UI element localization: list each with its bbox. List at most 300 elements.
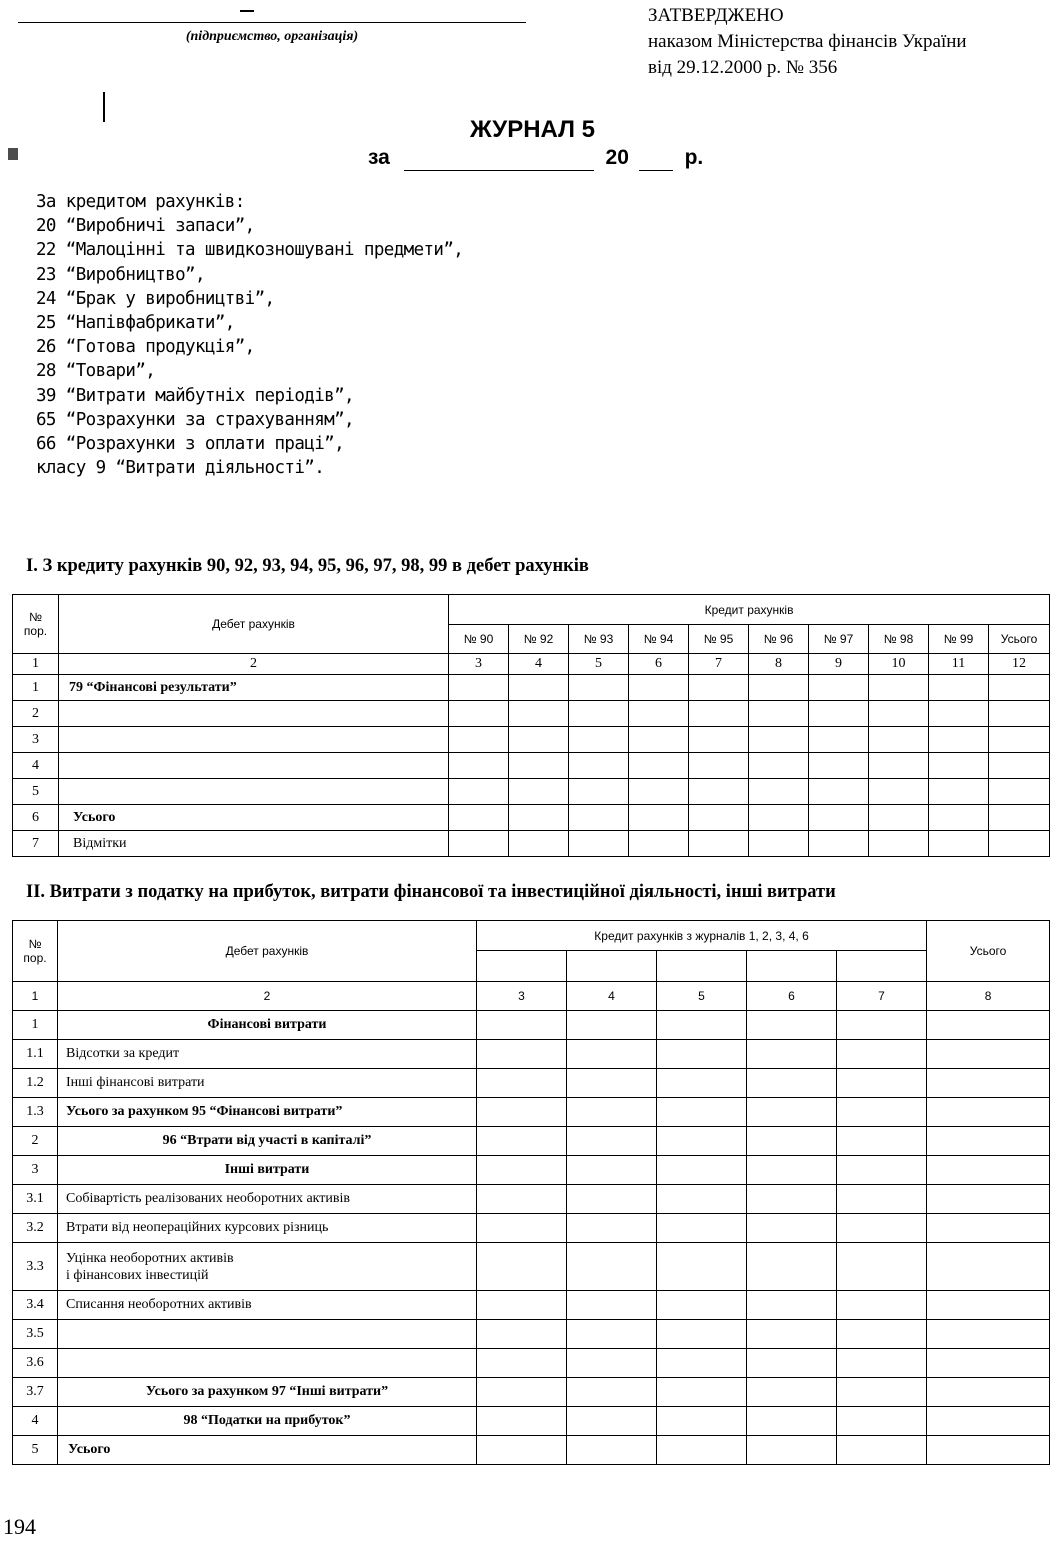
col-header-no: № пор. [13,595,59,654]
table-row [13,1378,1050,1407]
journal-title: ЖУРНАЛ 5 [469,116,596,143]
row-label: Інші фінансові витрати [58,1069,477,1098]
entry-cell[interactable] [837,1349,927,1378]
entry-cell[interactable] [747,1185,837,1214]
table-row [13,831,1050,857]
entry-cell[interactable] [477,1098,567,1127]
entry-cell[interactable] [477,1320,567,1349]
entry-cell[interactable] [837,1069,927,1098]
entry-cell[interactable] [567,1378,657,1407]
col-header-total: Усього [989,625,1050,654]
period-prefix: за [368,146,390,169]
entry-cell[interactable] [689,753,749,779]
entry-cell[interactable] [809,727,869,753]
table-row [13,1127,1050,1156]
entry-cell[interactable] [837,1436,927,1465]
entry-cell[interactable] [477,1349,567,1378]
column-number: 8 [927,982,1050,1011]
column-number: 2 [59,654,449,675]
table-row [13,1098,1050,1127]
entry-cell[interactable] [657,1127,747,1156]
entry-cell[interactable] [657,1243,747,1291]
entry-cell[interactable] [749,753,809,779]
col-header-credit: Кредит рахунків з журналів 1, 2, 3, 4, 6 [477,921,927,951]
credit-intro-line: За кредитом рахунків: [36,192,245,212]
entry-cell[interactable] [837,1185,927,1214]
entry-cell[interactable] [869,727,929,753]
row-label[interactable] [59,753,449,779]
entry-cell[interactable] [567,1320,657,1349]
entry-cell[interactable] [837,1407,927,1436]
row-label [58,1243,477,1291]
entry-cell[interactable] [927,1243,1050,1291]
row-number: 3.3 [13,1243,58,1291]
entry-cell[interactable] [927,1040,1050,1069]
entry-cell[interactable] [989,805,1050,831]
column-number: 10 [869,654,929,675]
row-label-notes: Відмітки [59,831,449,857]
row-label-line: і фінансових інвестицій [66,1267,209,1283]
table-row [13,1291,1050,1320]
table-row [13,779,1050,805]
entry-cell[interactable] [747,1436,837,1465]
period-month-blank[interactable] [404,146,594,171]
entry-cell[interactable] [837,1040,927,1069]
col-header-account: № 96 [749,625,809,654]
entry-cell[interactable] [629,701,689,727]
entry-cell[interactable] [809,805,869,831]
entry-cell[interactable] [567,1291,657,1320]
entry-cell[interactable] [809,675,869,701]
entry-cell[interactable] [749,675,809,701]
row-label[interactable] [59,779,449,805]
entry-cell[interactable] [509,727,569,753]
entry-cell[interactable] [927,1349,1050,1378]
table-row [13,675,1050,701]
entry-cell[interactable] [927,1156,1050,1185]
entry-cell[interactable] [989,675,1050,701]
table-row [13,753,1050,779]
entry-cell[interactable] [657,1436,747,1465]
entry-cell[interactable] [477,1069,567,1098]
table-row [13,701,1050,727]
entry-cell[interactable] [747,1156,837,1185]
col-header-account: № 90 [449,625,509,654]
entry-cell[interactable] [749,805,809,831]
col-header-debit: Дебет рахунків [58,921,477,982]
entry-cell[interactable] [567,1243,657,1291]
entry-cell[interactable] [869,753,929,779]
entry-cell[interactable] [477,1185,567,1214]
entry-cell[interactable] [869,779,929,805]
entry-cell[interactable] [449,805,509,831]
row-number: 3.7 [13,1378,58,1407]
entry-cell[interactable] [567,1407,657,1436]
credit-intro-line: 65 “Розрахунки за страхуванням”, [36,409,354,430]
entry-cell[interactable] [657,1349,747,1378]
row-number: 4 [13,1407,58,1436]
section-1-title: І. З кредиту рахунків 90, 92, 93, 94, 95, 96, 97, 98, 99 в дебет рахунків [26,556,589,576]
credit-intro-line: класу 9 “Витрати діяльності”. [36,458,325,479]
row-label-total: Усього [58,1436,477,1465]
entry-cell[interactable] [989,727,1050,753]
entry-cell[interactable] [569,805,629,831]
entry-cell[interactable] [477,1156,567,1185]
row-number: 3.2 [13,1214,58,1243]
col-header-account: № 95 [689,625,749,654]
table-row [13,805,1050,831]
entry-cell[interactable] [869,831,929,857]
col-header-account: № 97 [809,625,869,654]
entry-cell[interactable] [569,753,629,779]
entry-cell[interactable] [657,1378,747,1407]
entry-cell[interactable] [747,1407,837,1436]
col-header-credit: Кредит рахунків [449,595,1050,625]
section-2-table [12,920,1050,1465]
entry-cell[interactable] [927,1011,1050,1040]
entry-cell[interactable] [927,1291,1050,1320]
entry-cell[interactable] [809,701,869,727]
credit-subheader-cell[interactable] [657,951,747,982]
entry-cell[interactable] [809,831,869,857]
row-label: 96 “Втрати від участі в капіталі” [58,1127,477,1156]
entry-cell[interactable] [837,1378,927,1407]
entry-cell[interactable] [449,753,509,779]
credit-intro-line: 24 “Брак у виробництві”, [36,288,275,309]
entry-cell[interactable] [657,1185,747,1214]
entry-cell[interactable] [657,1040,747,1069]
row-label: Втрати від неопераційних курсових різниць [58,1214,477,1243]
entry-cell[interactable] [989,753,1050,779]
entry-cell[interactable] [747,1349,837,1378]
entry-cell[interactable] [747,1040,837,1069]
row-number: 3.1 [13,1185,58,1214]
credit-intro-line: 66 “Розрахунки з оплати праці”, [36,434,345,455]
table-row [13,1011,1050,1040]
entry-cell[interactable] [509,753,569,779]
enterprise-name-line [18,22,526,23]
entry-cell[interactable] [477,1378,567,1407]
period-year-prefix: 20 [605,146,629,169]
entry-cell[interactable] [929,779,989,805]
column-number: 5 [569,654,629,675]
table-row [13,1040,1050,1069]
table-row [13,1436,1050,1465]
credit-subheader-cell[interactable] [837,951,927,982]
entry-cell[interactable] [567,1098,657,1127]
credit-subheader-cell[interactable] [747,951,837,982]
col-header-account: № 99 [929,625,989,654]
col-header-account: № 94 [629,625,689,654]
column-number: 7 [837,982,927,1011]
entry-cell[interactable] [657,1069,747,1098]
period-line [368,146,703,171]
credit-intro-line: 26 “Готова продукція”, [36,337,255,358]
entry-cell[interactable] [657,1011,747,1040]
entry-cell[interactable] [989,779,1050,805]
row-number: 2 [13,1127,58,1156]
entry-cell[interactable] [747,1214,837,1243]
credit-subheader-cell[interactable] [567,951,657,982]
row-label: Фінансові витрати [58,1011,477,1040]
entry-cell[interactable] [927,1378,1050,1407]
entry-cell[interactable] [689,727,749,753]
entry-cell[interactable] [747,1098,837,1127]
entry-cell[interactable] [929,727,989,753]
row-number: 2 [13,701,59,727]
entry-cell[interactable] [689,805,749,831]
table-row [13,1243,1050,1291]
entry-cell[interactable] [837,1320,927,1349]
entry-cell[interactable] [477,1214,567,1243]
col-header-debit: Дебет рахунків [59,595,449,654]
row-label[interactable] [58,1320,477,1349]
entry-cell[interactable] [929,831,989,857]
row-number: 7 [13,831,59,857]
table-row [13,1156,1050,1185]
entry-cell[interactable] [509,779,569,805]
entry-cell[interactable] [567,1349,657,1378]
table-row [13,1185,1050,1214]
entry-cell[interactable] [869,675,929,701]
approval-line: від 29.12.2000 р. № 356 [648,57,838,78]
column-number: 6 [629,654,689,675]
entry-cell[interactable] [929,753,989,779]
credit-intro-line: 25 “Напівфабрикати”, [36,313,235,334]
entry-cell[interactable] [749,701,809,727]
entry-cell[interactable] [749,727,809,753]
column-number: 8 [749,654,809,675]
row-label-subtotal: Усього за рахунком 97 “Інші витрати” [58,1378,477,1407]
entry-cell[interactable] [569,701,629,727]
entry-cell[interactable] [477,1291,567,1320]
entry-cell[interactable] [927,1320,1050,1349]
credit-intro-line: 28 “Товари”, [36,361,156,382]
entry-cell[interactable] [657,1214,747,1243]
entry-cell[interactable] [809,753,869,779]
column-number: 4 [567,982,657,1011]
row-number: 3 [13,727,59,753]
entry-cell[interactable] [477,1436,567,1465]
entry-cell[interactable] [929,675,989,701]
entry-cell[interactable] [477,1407,567,1436]
entry-cell[interactable] [927,1185,1050,1214]
entry-cell[interactable] [449,701,509,727]
row-label: Списання необоротних активів [58,1291,477,1320]
row-label: 79 “Фінансові результати” [59,675,449,701]
entry-cell[interactable] [569,779,629,805]
entry-cell[interactable] [567,1069,657,1098]
row-number: 5 [13,1436,58,1465]
entry-cell[interactable] [567,1156,657,1185]
entry-cell[interactable] [569,831,629,857]
row-number: 1 [13,675,59,701]
entry-cell[interactable] [927,1069,1050,1098]
table-row [13,1069,1050,1098]
row-label: Відсотки за кредит [58,1040,477,1069]
row-number: 1.3 [13,1098,58,1127]
approval-line: ЗАТВЕРДЖЕНО [648,5,784,26]
col-header-account: № 93 [569,625,629,654]
column-number: 7 [689,654,749,675]
row-number: 3 [13,1156,58,1185]
entry-cell[interactable] [689,675,749,701]
credit-subheader-cell[interactable] [477,951,567,982]
entry-cell[interactable] [477,1127,567,1156]
approval-stamp [648,3,967,81]
column-number: 9 [809,654,869,675]
entry-cell[interactable] [837,1291,927,1320]
entry-cell[interactable] [689,831,749,857]
row-label-line: Уцінка необоротних активів [66,1250,234,1266]
entry-cell[interactable] [747,1378,837,1407]
entry-cell[interactable] [689,701,749,727]
entry-cell[interactable] [477,1011,567,1040]
approval-line: наказом Міністерства фінансів України [648,31,967,52]
entry-cell[interactable] [657,1407,747,1436]
col-header-no: № пор. [13,921,58,982]
row-label-total: Усього [59,805,449,831]
enterprise-caption: (підприємство, організація) [185,29,359,44]
entry-cell[interactable] [689,779,749,805]
entry-cell[interactable] [927,1098,1050,1127]
row-label[interactable] [59,727,449,753]
entry-cell[interactable] [837,1214,927,1243]
row-number: 6 [13,805,59,831]
entry-cell[interactable] [927,1407,1050,1436]
entry-cell[interactable] [837,1127,927,1156]
entry-cell[interactable] [837,1098,927,1127]
entry-cell[interactable] [657,1320,747,1349]
col-header-total: Усього [927,921,1050,982]
entry-cell[interactable] [837,1011,927,1040]
entry-cell[interactable] [747,1320,837,1349]
entry-cell[interactable] [747,1069,837,1098]
column-number: 3 [477,982,567,1011]
row-number: 3.5 [13,1320,58,1349]
entry-cell[interactable] [927,1436,1050,1465]
entry-cell[interactable] [629,727,689,753]
section-2-title: II. Витрати з податку на прибуток, витрати фінансової та інвестиційної діяльності, інші витрати [26,882,836,902]
column-number: 6 [747,982,837,1011]
entry-cell[interactable] [567,1436,657,1465]
entry-cell[interactable] [749,831,809,857]
entry-cell[interactable] [449,675,509,701]
entry-cell[interactable] [657,1098,747,1127]
entry-cell[interactable] [569,675,629,701]
credit-intro-line: 22 “Малоцінні та швидкозношувані предмети”, [36,240,464,261]
entry-cell[interactable] [747,1243,837,1291]
row-number: 3.4 [13,1291,58,1320]
entry-cell[interactable] [567,1214,657,1243]
table-row [13,1214,1050,1243]
entry-cell[interactable] [989,831,1050,857]
row-label[interactable] [59,701,449,727]
entry-cell[interactable] [477,1040,567,1069]
section-1-table [12,594,1050,857]
credit-intro-line: 20 “Виробничі запаси”, [36,216,255,237]
entry-cell[interactable] [629,675,689,701]
entry-cell[interactable] [509,675,569,701]
entry-cell[interactable] [509,701,569,727]
entry-cell[interactable] [477,1243,567,1291]
entry-cell[interactable] [927,1127,1050,1156]
row-number: 1.1 [13,1040,58,1069]
entry-cell[interactable] [927,1214,1050,1243]
row-label[interactable] [58,1349,477,1378]
entry-cell[interactable] [629,805,689,831]
entry-cell[interactable] [869,701,929,727]
entry-cell[interactable] [567,1127,657,1156]
entry-cell[interactable] [629,779,689,805]
row-number: 3.6 [13,1349,58,1378]
entry-cell[interactable] [567,1185,657,1214]
col-header-account: № 98 [869,625,929,654]
column-number: 5 [657,982,747,1011]
entry-cell[interactable] [929,701,989,727]
table-row [13,1349,1050,1378]
entry-cell[interactable] [629,753,689,779]
entry-cell[interactable] [509,805,569,831]
row-number: 4 [13,753,59,779]
scan-artifact [240,10,254,12]
column-number: 1 [13,654,59,675]
scan-artifact [8,148,18,160]
entry-cell[interactable] [869,805,929,831]
entry-cell[interactable] [567,1040,657,1069]
row-label: Інші витрати [58,1156,477,1185]
row-number: 1.2 [13,1069,58,1098]
entry-cell[interactable] [449,727,509,753]
credit-intro-line: 23 “Виробництво”, [36,264,205,285]
table-row [13,1407,1050,1436]
entry-cell[interactable] [747,1127,837,1156]
column-number: 12 [989,654,1050,675]
column-number: 2 [58,982,477,1011]
table-row [13,727,1050,753]
entry-cell[interactable] [747,1011,837,1040]
row-label: 98 “Податки на прибуток” [58,1407,477,1436]
entry-cell[interactable] [809,779,869,805]
table-row [13,1320,1050,1349]
entry-cell[interactable] [657,1156,747,1185]
entry-cell[interactable] [629,831,689,857]
entry-cell[interactable] [989,701,1050,727]
entry-cell[interactable] [567,1011,657,1040]
column-number: 1 [13,982,58,1011]
row-number: 5 [13,779,59,805]
row-label: Собівартість реалізованих необоротних активів [58,1185,477,1214]
entry-cell[interactable] [449,779,509,805]
entry-cell[interactable] [837,1156,927,1185]
entry-cell[interactable] [569,727,629,753]
entry-cell[interactable] [747,1291,837,1320]
entry-cell[interactable] [929,805,989,831]
period-suffix: р. [684,146,704,169]
entry-cell[interactable] [509,831,569,857]
column-number: 4 [509,654,569,675]
entry-cell[interactable] [449,831,509,857]
period-year-blank[interactable] [639,146,673,171]
credit-intro-line: 39 “Витрати майбутніх періодів”, [36,385,354,406]
entry-cell[interactable] [749,779,809,805]
entry-cell[interactable] [657,1291,747,1320]
entry-cell[interactable] [837,1243,927,1291]
page-number: 194 [3,1514,36,1539]
row-label-subtotal: Усього за рахунком 95 “Фінансові витрати” [58,1098,477,1127]
row-number: 1 [13,1011,58,1040]
credit-accounts-list [36,190,463,480]
